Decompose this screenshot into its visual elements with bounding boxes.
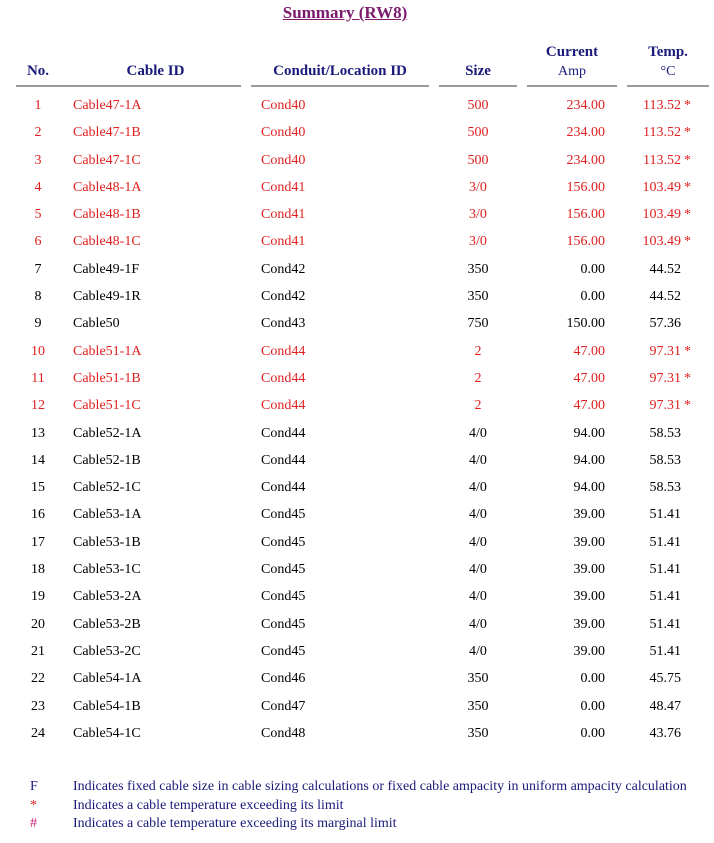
legend (24, 778, 687, 834)
row-number: 22 (31, 671, 45, 687)
row-number: 15 (31, 480, 45, 496)
temp-cell (627, 665, 709, 692)
temp-value: 43.76 (649, 725, 681, 741)
conduit-id-cell: Cond40 (261, 98, 306, 113)
current-cell: 39.00 (573, 534, 605, 550)
table-row (16, 420, 709, 447)
legend-text: Indicates fixed cable size in cable sizing calculations or fixed cable ampacity in uniform ampacity calculation (73, 779, 687, 794)
row-number: 3 (34, 152, 42, 168)
size-cell: 350 (467, 725, 489, 741)
row-number: 23 (31, 698, 45, 714)
cable-id-cell: Cable47-1C (73, 152, 141, 168)
cable-id-cell: Cable53-2C (73, 643, 141, 659)
current-cell: 47.00 (573, 398, 605, 414)
size-cell: 2 (474, 343, 482, 359)
header-conduit-label: Conduit/Location ID (251, 63, 429, 87)
conduit-id-cell: Cond41 (261, 234, 306, 250)
header-no-label: No. (16, 63, 60, 87)
temp-cell (627, 392, 709, 419)
table-row (16, 529, 709, 556)
header-cable-id (70, 44, 241, 87)
temp-flag-mark: * (684, 343, 691, 359)
size-cell: 500 (467, 125, 489, 141)
conduit-id-cell: Cond42 (261, 289, 306, 305)
temp-cell (627, 365, 709, 392)
temp-value: 97.31 (649, 343, 681, 359)
conduit-id-cell: Cond45 (261, 643, 306, 659)
row-number: 17 (31, 534, 45, 550)
current-cell: 0.00 (580, 725, 605, 741)
table-row (16, 338, 709, 365)
table-row (16, 119, 709, 146)
size-cell: 3/0 (469, 207, 487, 223)
table-row (16, 228, 709, 255)
conduit-id-cell: Cond45 (261, 589, 306, 605)
table-row (16, 310, 709, 337)
conduit-id-cell: Cond43 (261, 316, 306, 332)
table-row (16, 665, 709, 692)
temp-value: 51.41 (649, 589, 681, 605)
temp-cell (627, 556, 709, 583)
row-number: 18 (31, 562, 45, 578)
legend-symbol: # (30, 816, 37, 831)
table-row (16, 720, 709, 747)
conduit-id-cell: Cond44 (261, 425, 306, 441)
cable-id-cell: Cable48-1B (73, 207, 141, 223)
cable-id-cell: Cable53-2B (73, 616, 141, 632)
size-cell: 4/0 (469, 616, 487, 632)
conduit-id-cell: Cond45 (261, 534, 306, 550)
current-cell: 0.00 (580, 671, 605, 687)
legend-symbol: * (30, 797, 37, 813)
temp-cell (627, 501, 709, 528)
table-row (16, 556, 709, 583)
current-cell: 47.00 (573, 343, 605, 359)
temp-value: 113.52 (643, 152, 681, 168)
cable-id-cell: Cable53-2A (73, 589, 142, 605)
cable-id-cell: Cable51-1C (73, 398, 141, 414)
cable-id-cell: Cable53-1A (73, 507, 142, 523)
temp-value: 51.41 (649, 534, 681, 550)
cable-id-cell: Cable48-1A (73, 179, 142, 195)
temp-flag-mark: * (684, 152, 691, 168)
cable-id-cell: Cable47-1B (73, 125, 141, 141)
table-row (16, 638, 709, 665)
size-cell: 2 (474, 398, 482, 414)
current-cell: 39.00 (573, 507, 605, 523)
row-number: 21 (31, 643, 45, 659)
temp-value: 97.31 (649, 370, 681, 386)
temp-cell (627, 638, 709, 665)
header-temp-unit: °C (660, 64, 676, 79)
page-title: Summary (RW8) (282, 3, 408, 22)
temp-cell (627, 474, 709, 501)
size-cell: 350 (467, 671, 489, 687)
temp-value: 48.47 (649, 698, 681, 714)
conduit-id-cell: Cond46 (261, 671, 306, 687)
row-number: 1 (34, 98, 42, 113)
size-cell: 4/0 (469, 534, 487, 550)
row-number: 11 (31, 370, 45, 386)
header-size-label: Size (439, 63, 517, 87)
conduit-id-cell: Cond41 (261, 207, 306, 223)
cable-id-cell: Cable49-1F (73, 261, 140, 277)
temp-flag-mark: * (684, 234, 691, 250)
legend-text: Indicates a cable temperature exceeding its limit (73, 797, 344, 813)
header-cable-id-label: Cable ID (70, 63, 241, 87)
temp-cell (627, 611, 709, 638)
temp-cell (627, 147, 709, 174)
temp-flag-mark: * (684, 370, 691, 386)
size-cell: 4/0 (469, 562, 487, 578)
table-row (16, 501, 709, 528)
size-cell: 2 (474, 370, 482, 386)
conduit-id-cell: Cond44 (261, 452, 306, 468)
row-number: 10 (31, 343, 45, 359)
conduit-id-cell: Cond42 (261, 261, 306, 277)
cable-id-cell: Cable50 (73, 316, 120, 332)
size-cell: 4/0 (469, 425, 487, 441)
cable-id-cell: Cable51-1B (73, 370, 141, 386)
row-number: 9 (34, 316, 42, 332)
size-cell: 4/0 (469, 643, 487, 659)
temp-value: 51.41 (649, 562, 681, 578)
current-cell: 0.00 (580, 289, 605, 305)
cable-id-cell: Cable53-1B (73, 534, 141, 550)
size-cell: 500 (467, 98, 489, 113)
current-cell: 234.00 (566, 125, 605, 141)
header-temp-label: Temp. (648, 44, 688, 60)
temp-value: 51.41 (649, 616, 681, 632)
current-cell: 94.00 (573, 452, 605, 468)
temp-value: 58.53 (649, 425, 681, 441)
header-current-label: Current (545, 44, 599, 60)
cable-id-cell: Cable47-1A (73, 98, 142, 113)
table-row (16, 174, 709, 201)
conduit-id-cell: Cond44 (261, 398, 306, 414)
size-cell: 4/0 (469, 507, 487, 523)
temp-value: 45.75 (649, 671, 681, 687)
table-row (16, 87, 709, 119)
conduit-id-cell: Cond44 (261, 370, 306, 386)
temp-value: 113.52 (643, 125, 681, 141)
header-temp (627, 44, 709, 87)
row-number: 6 (34, 234, 42, 250)
temp-cell (627, 228, 709, 255)
size-cell: 350 (467, 261, 489, 277)
temp-value: 44.52 (649, 289, 681, 305)
temp-value: 103.49 (642, 207, 681, 223)
current-cell: 39.00 (573, 589, 605, 605)
temp-value: 113.52 (643, 98, 681, 113)
current-cell: 234.00 (566, 152, 605, 168)
table-row (16, 392, 709, 419)
cable-id-cell: Cable54-1C (73, 725, 141, 741)
conduit-id-cell: Cond48 (261, 725, 306, 741)
temp-cell (627, 720, 709, 747)
temp-flag-mark: * (684, 125, 691, 141)
cable-id-cell: Cable52-1C (73, 480, 141, 496)
current-cell: 94.00 (573, 480, 605, 496)
conduit-id-cell: Cond44 (261, 480, 306, 496)
conduit-id-cell: Cond45 (261, 562, 306, 578)
temp-value: 97.31 (649, 398, 681, 414)
size-cell: 500 (467, 152, 489, 168)
legend-symbol: F (30, 779, 38, 794)
temp-cell (627, 420, 709, 447)
table-row (16, 474, 709, 501)
conduit-id-cell: Cond45 (261, 507, 306, 523)
size-cell: 750 (467, 316, 489, 332)
row-number: 19 (31, 589, 45, 605)
table-row (16, 693, 709, 720)
current-cell: 156.00 (566, 207, 605, 223)
temp-value: 44.52 (649, 261, 681, 277)
conduit-id-cell: Cond40 (261, 125, 306, 141)
header-current-unit: Amp (558, 64, 586, 79)
current-cell: 47.00 (573, 370, 605, 386)
cable-id-cell: Cable54-1B (73, 698, 141, 714)
current-cell: 39.00 (573, 616, 605, 632)
temp-value: 51.41 (649, 507, 681, 523)
header-conduit (251, 44, 429, 87)
temp-value: 58.53 (649, 480, 681, 496)
cable-id-cell: Cable52-1A (73, 425, 142, 441)
temp-flag-mark: * (684, 179, 691, 195)
row-number: 5 (34, 207, 42, 223)
current-cell: 156.00 (566, 179, 605, 195)
temp-cell (627, 174, 709, 201)
temp-cell (627, 529, 709, 556)
size-cell: 4/0 (469, 480, 487, 496)
header-size (439, 44, 517, 87)
temp-value: 103.49 (642, 179, 681, 195)
row-number: 12 (31, 398, 45, 414)
temp-cell (627, 201, 709, 228)
conduit-id-cell: Cond47 (261, 698, 306, 714)
row-number: 8 (34, 289, 42, 305)
size-cell: 350 (467, 289, 489, 305)
header-no (16, 44, 60, 87)
temp-cell (627, 447, 709, 474)
table-row (16, 283, 709, 310)
table-row (16, 365, 709, 392)
size-cell: 3/0 (469, 234, 487, 250)
temp-flag-mark: * (684, 207, 691, 223)
conduit-id-cell: Cond41 (261, 179, 306, 195)
row-number: 20 (31, 616, 45, 632)
temp-cell (627, 693, 709, 720)
row-number: 14 (31, 452, 45, 468)
temp-cell (627, 119, 709, 146)
table-body (16, 87, 709, 747)
temp-value: 57.36 (649, 316, 681, 332)
current-cell: 156.00 (566, 234, 605, 250)
size-cell: 4/0 (469, 452, 487, 468)
row-number: 16 (31, 507, 45, 523)
size-cell: 4/0 (469, 589, 487, 605)
conduit-id-cell: Cond45 (261, 616, 306, 632)
temp-cell (627, 87, 709, 119)
temp-cell (627, 583, 709, 610)
cable-id-cell: Cable52-1B (73, 452, 141, 468)
temp-value: 51.41 (649, 643, 681, 659)
legend-item (24, 797, 687, 816)
row-number: 2 (34, 125, 42, 141)
temp-value: 103.49 (642, 234, 681, 250)
legend-item (24, 815, 687, 834)
table-row (16, 147, 709, 174)
legend-text: Indicates a cable temperature exceeding its marginal limit (73, 816, 397, 831)
current-cell: 94.00 (573, 425, 605, 441)
row-number: 13 (31, 425, 45, 441)
cable-id-cell: Cable51-1A (73, 343, 142, 359)
table-row (16, 447, 709, 474)
cable-id-cell: Cable48-1C (73, 234, 141, 250)
temp-cell (627, 283, 709, 310)
current-cell: 0.00 (580, 698, 605, 714)
table-header (16, 44, 709, 87)
current-cell: 0.00 (580, 261, 605, 277)
temp-cell (627, 310, 709, 337)
size-cell: 350 (467, 698, 489, 714)
current-cell: 234.00 (566, 98, 605, 113)
current-cell: 39.00 (573, 643, 605, 659)
temp-cell (627, 338, 709, 365)
cable-id-cell: Cable49-1R (73, 289, 141, 305)
temp-flag-mark: * (684, 98, 691, 113)
temp-flag-mark: * (684, 398, 691, 414)
conduit-id-cell: Cond44 (261, 343, 306, 359)
size-cell: 3/0 (469, 179, 487, 195)
cable-id-cell: Cable53-1C (73, 562, 141, 578)
cable-id-cell: Cable54-1A (73, 671, 142, 687)
table-row (16, 201, 709, 228)
conduit-id-cell: Cond40 (261, 152, 306, 168)
row-number: 24 (31, 725, 45, 741)
current-cell: 150.00 (566, 316, 605, 332)
table-row (16, 256, 709, 283)
table-row (16, 611, 709, 638)
temp-cell (627, 256, 709, 283)
row-number: 4 (34, 179, 42, 195)
temp-value: 58.53 (649, 452, 681, 468)
legend-item (24, 778, 687, 797)
header-current (527, 44, 617, 87)
row-number: 7 (34, 261, 42, 277)
summary-table (16, 44, 709, 747)
table-row (16, 583, 709, 610)
current-cell: 39.00 (573, 562, 605, 578)
